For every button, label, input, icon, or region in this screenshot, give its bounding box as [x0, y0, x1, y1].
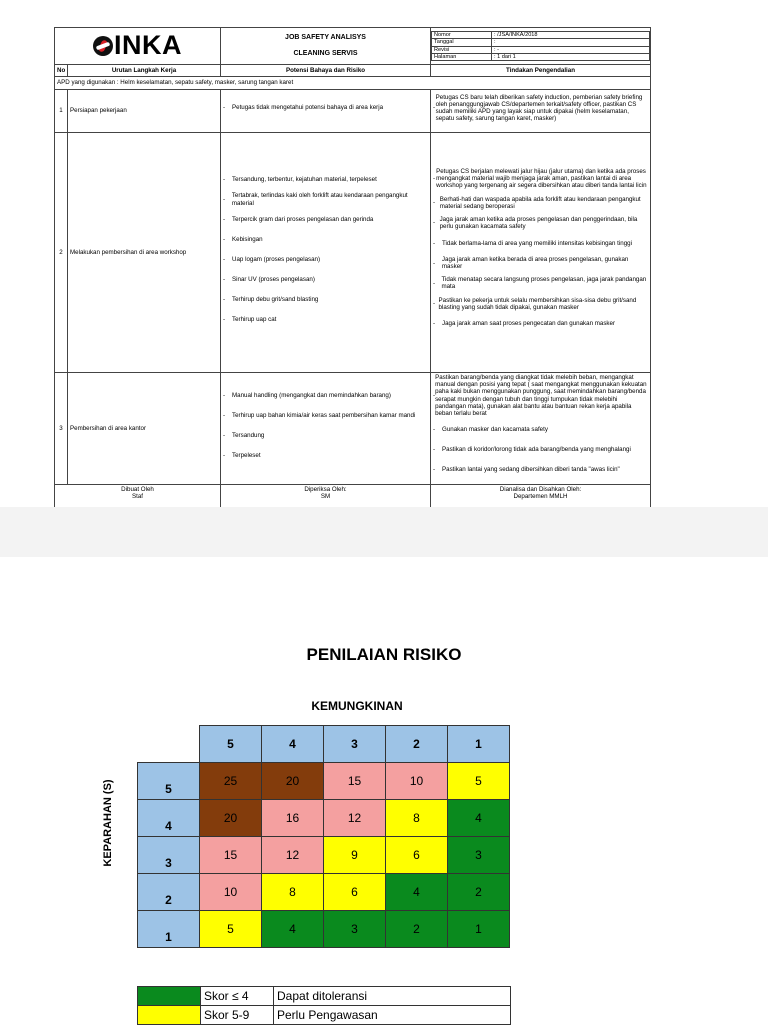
hazard-text: Terpeleset [232, 451, 261, 459]
sign-label: Dianalisa dan Disahkan Oleh: [499, 486, 582, 493]
legend-swatch [138, 987, 201, 1006]
risk-score-cell: 20 [199, 799, 262, 837]
control-item [433, 276, 648, 290]
meta-row [432, 46, 650, 53]
jsa-row [55, 373, 651, 485]
control-text: Jaga jarak aman ketika ada proses pengelasan dan penggerindaan, bila perlu gunakan kacamata safety [439, 215, 638, 230]
risk-title: PENILAIAN RISIKO [306, 645, 462, 664]
control-item [433, 297, 648, 311]
col-no: No [55, 65, 68, 77]
row-hazards [221, 133, 431, 373]
hazard-text: Tersandung, terbentur, kejatuhan material, terpeleset [232, 175, 377, 183]
control-text: Pastikan di koridor/lorong tidak ada barang/benda yang menghalangi [442, 446, 631, 454]
meta-label: Nomor [432, 31, 492, 38]
risk-score-cell: 15 [323, 762, 386, 800]
legend-range: Skor ≤ 4 [201, 987, 274, 1006]
document-title: JOB SAFETY ANALISYS [285, 34, 366, 42]
jsa-row [55, 133, 651, 373]
bullet-icon: - [223, 316, 226, 324]
hazard-item [223, 273, 428, 287]
bullet-icon: - [223, 195, 226, 203]
row-step: Melakukan pembersihan di area workshop [68, 133, 221, 373]
legend-label: Perlu Pengawasan [274, 1006, 511, 1025]
hazard-text: Petugas tidak mengetahui potensi bahaya di area kerja [232, 104, 384, 112]
hazard-text: Uap logam (proses pengelasan) [232, 256, 321, 264]
risk-score-cell: 3 [447, 836, 510, 874]
column-header-row [55, 65, 651, 77]
legend-range: Skor 5-9 [201, 1006, 274, 1025]
hazard-item [223, 313, 428, 327]
severity-header: 4 [137, 799, 200, 837]
severity-header: 3 [137, 836, 200, 874]
likelihood-header: 3 [323, 725, 386, 763]
row-number: 3 [55, 373, 68, 485]
hazard-item [223, 293, 428, 307]
hazard-item [223, 449, 428, 463]
bullet-icon: - [433, 320, 436, 328]
meta-row [432, 31, 650, 38]
risk-legend [137, 986, 511, 1025]
company-logo: INKA [57, 30, 218, 61]
control-text: Jaga jarak aman saat proses pengecatan dan gunakan masker [442, 320, 616, 328]
meta-value: : /JSA/INKA/2018 [492, 31, 650, 38]
row-hazards [221, 90, 431, 133]
bullet-icon: - [433, 219, 436, 227]
document-subtitle: CLEANING SERVIS [293, 49, 358, 57]
control-text: Petugas CS baru telah diberikan safety induction, pemberian safety briefing oleh penanggungjawab CS/departemen terkait/safety officer, pastikan CS sudah memiliki APD yang layak siap untuk dipakai (helm keselamatan, sepatu safety, sarung tangan karet, masker) [435, 93, 643, 123]
risk-score-cell: 2 [385, 910, 448, 948]
apd-note: APD yang digunakan : Helm keselamatan, sepatu safety, masker, sarung tangan karet [55, 77, 651, 90]
row-step: Pembersihan di area kantor [68, 373, 221, 485]
sign-name: SM [320, 493, 331, 501]
jsa-sheet [0, 0, 768, 507]
bullet-icon: - [223, 431, 226, 439]
meta-label: Revisi [432, 46, 492, 53]
bullet-icon: - [223, 411, 226, 419]
col-control: Tindakan Pengendalian [431, 65, 651, 77]
likelihood-header: 5 [199, 725, 262, 763]
risk-score-cell: 4 [385, 873, 448, 911]
page-gap [0, 507, 768, 557]
risk-score-cell: 10 [385, 762, 448, 800]
row-step: Persiapan pekerjaan [68, 90, 221, 133]
control-item [433, 256, 648, 270]
hazard-item [223, 192, 428, 206]
hazard-text: Sinar UV (proses pengelasan) [232, 276, 315, 284]
sign-label: Dibuat Oleh [121, 486, 154, 493]
row-hazards [221, 373, 431, 485]
risk-score-cell: 12 [323, 799, 386, 837]
risk-score-cell: 16 [261, 799, 324, 837]
sign-label: Diperiksa Oleh: [304, 486, 347, 493]
logo-cell [55, 28, 221, 65]
row-controls [431, 90, 651, 133]
risk-score-cell: 8 [385, 799, 448, 837]
risk-score-cell: 5 [447, 762, 510, 800]
x-axis-label: KEMUNGKINAN [311, 699, 403, 713]
hazard-text: Terpercik gram dari proses pengelasan dan gerinda [232, 216, 374, 224]
y-axis-label: KEPARAHAN (S) [102, 779, 114, 867]
severity-header: 5 [137, 762, 200, 800]
likelihood-header: 1 [447, 725, 510, 763]
control-item [433, 463, 648, 477]
meta-cell [431, 28, 651, 65]
hazard-text: Terhirup uap cat [232, 316, 277, 324]
control-item [433, 374, 648, 417]
bullet-icon: - [433, 466, 436, 474]
hazard-item [223, 253, 428, 267]
control-text: Gunakan masker dan kacamata safety [442, 426, 548, 434]
control-text: Pastikan ke pekerja untuk selalu membersihkan sisa-sisa debu grit/sand blasting yang sudah tidak dipakai, gunakan masker [438, 296, 637, 311]
control-item [433, 423, 648, 437]
meta-value: : - [492, 46, 650, 53]
risk-score-cell: 4 [447, 799, 510, 837]
bullet-icon: - [433, 239, 436, 247]
likelihood-header: 4 [261, 725, 324, 763]
control-item [433, 236, 648, 250]
control-text: Tidak menatap secara langsung proses pengelasan, jaga jarak pandangan mata [441, 276, 647, 291]
bullet-icon: - [223, 276, 226, 284]
hazard-item [223, 172, 428, 186]
control-text: Pastikan barang/benda yang diangkat tidak melebih beban, mengangkat manual dengan posisi yang tepat ( saat mengangkat menggunakan kekuatan paha kaki bukan menggunakan punggung, saat memindahkan barang/benda serapat mungkin dengan tubuh dan tinggi tumpukan tidak melebihi pandangan mata), gunakan alat bantu atau bantuan rekan kerja apabila beban terlalu berat [435, 374, 647, 417]
sign-name: Departemen MMLH [513, 493, 568, 501]
severity-header: 2 [137, 873, 200, 911]
legend-label: Dapat ditoleransi [274, 987, 511, 1006]
hazard-item [223, 213, 428, 227]
hazard-item [223, 101, 428, 115]
meta-value: : 1 dari 1 [492, 53, 650, 60]
hazard-text: Tertabrak, terlindas kaki oleh forklift atau kendaraan pengangkut material [231, 192, 408, 207]
legend-swatch [138, 1006, 201, 1025]
risk-score-cell: 20 [261, 762, 324, 800]
control-item [433, 216, 648, 230]
hazard-text: Tersandung [232, 431, 265, 439]
bullet-icon: - [223, 256, 226, 264]
row-controls [431, 373, 651, 485]
hazard-text: Terhirup debu grit/sand blasting [232, 296, 319, 304]
meta-label: Halaman [432, 53, 492, 60]
control-item [433, 443, 648, 457]
bullet-icon: - [223, 451, 226, 459]
bullet-icon: - [223, 296, 226, 304]
risk-score-cell: 1 [447, 910, 510, 948]
risk-score-cell: 10 [199, 873, 262, 911]
hazard-text: Manual handling (mengangkat dan memindahkan barang) [232, 391, 391, 399]
risk-score-cell: 12 [261, 836, 324, 874]
hazard-item [223, 409, 428, 423]
control-item [433, 94, 648, 123]
row-controls [431, 133, 651, 373]
col-step: Urutan Langkah Kerja [68, 65, 221, 77]
risk-score-cell: 15 [199, 836, 262, 874]
control-item [433, 317, 648, 331]
control-text: Tidak berlama-lama di area yang memiliki intensitas kebisingan tinggi [442, 239, 632, 247]
meta-label: Tanggal [432, 39, 492, 46]
sign-name: Staf [131, 493, 143, 501]
bullet-icon: - [433, 300, 436, 308]
row-number: 2 [55, 133, 68, 373]
legend-row [138, 1006, 511, 1025]
severity-header: 1 [137, 910, 200, 948]
hazard-item [223, 389, 428, 403]
bullet-icon: - [223, 175, 226, 183]
hazard-item [223, 233, 428, 247]
meta-table [431, 31, 650, 62]
hazard-text: Terhirup uap bahan kimia/air keras saat pembersihan kamar mandi [232, 411, 416, 419]
bullet-icon: - [223, 216, 226, 224]
meta-value: : [492, 39, 650, 46]
meta-row [432, 39, 650, 46]
control-text: Pastikan lantai yang sedang dibersihkan diberi tanda "awas licin" [442, 466, 620, 474]
legend-row [138, 987, 511, 1006]
risk-score-cell: 2 [447, 873, 510, 911]
control-item [433, 196, 648, 210]
meta-row [432, 53, 650, 60]
risk-sheet [0, 557, 768, 1024]
jsa-row [55, 90, 651, 133]
bullet-icon: - [223, 104, 226, 112]
inka-logo-icon [93, 36, 113, 56]
bullet-icon: - [433, 446, 436, 454]
risk-score-cell: 9 [323, 836, 386, 874]
bullet-icon: - [433, 104, 436, 112]
hazard-item [223, 429, 428, 443]
risk-score-cell: 8 [261, 873, 324, 911]
bullet-icon: - [433, 199, 436, 207]
bullet-icon: - [433, 426, 436, 434]
control-text: Jaga jarak aman ketika berada di area proses pengelasan, gunakan masker [441, 256, 629, 271]
bullet-icon: - [433, 391, 436, 399]
risk-score-cell: 6 [323, 873, 386, 911]
bullet-icon: - [223, 391, 226, 399]
bullet-icon: - [223, 236, 226, 244]
bullet-icon: - [433, 279, 436, 287]
risk-score-cell: 25 [199, 762, 262, 800]
risk-score-cell: 5 [199, 910, 262, 948]
control-text: Petugas CS berjalan melewati jalur hijau (jalur utama) dan ketika ada proses mengangkat material wajib menjaga jarak aman, pastikan lantai di area workshop yang tergenang air segera dibersihkan atau diberi tanda lantai licin [436, 168, 647, 190]
risk-score-cell: 3 [323, 910, 386, 948]
jsa-table [54, 27, 651, 527]
likelihood-header: 2 [385, 725, 448, 763]
risk-score-cell: 4 [261, 910, 324, 948]
hazard-text: Kebisingan [232, 236, 263, 244]
title-cell [221, 28, 431, 65]
col-hazard: Potensi Bahaya dan Risiko [221, 65, 431, 77]
control-item [433, 168, 648, 189]
bullet-icon: - [433, 175, 436, 183]
control-text: Berhati-hati dan waspada apabila ada forklift atau kendaraan pengangkut material sedang beroperasi [439, 195, 641, 210]
row-number: 1 [55, 90, 68, 133]
bullet-icon: - [433, 259, 436, 267]
risk-score-cell: 6 [385, 836, 448, 874]
